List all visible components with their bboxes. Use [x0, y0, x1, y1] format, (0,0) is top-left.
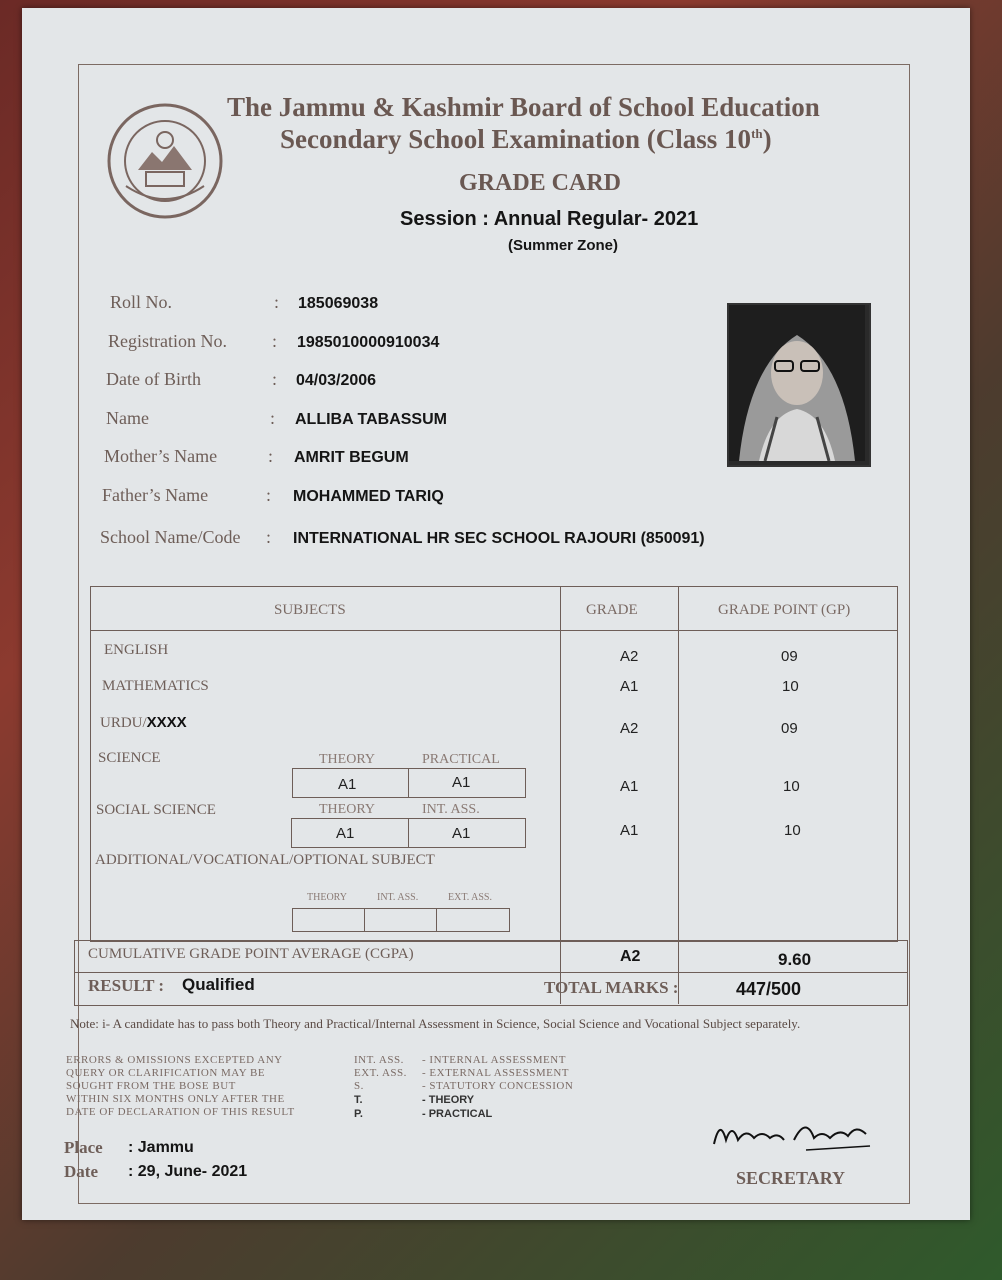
- fathers-name-colon: :: [266, 485, 272, 505]
- registration-no-colon: :: [272, 331, 278, 351]
- school-name-code-label: School Name/Code: [100, 527, 241, 547]
- secretary-signature: [710, 1110, 880, 1156]
- total-marks-value: 447/500: [736, 979, 802, 999]
- date-label: Date: [64, 1162, 98, 1181]
- fathers-name-label: Father’s Name: [102, 485, 209, 505]
- grade-social-science: A1: [620, 822, 639, 839]
- roll-no-label: Roll No.: [110, 292, 173, 312]
- subject-science: SCIENCE: [98, 750, 161, 766]
- science-theory-label: THEORY: [319, 752, 375, 767]
- registration-no-value: 1985010000910034: [297, 334, 440, 351]
- roll-no-colon: :: [274, 292, 280, 312]
- subject-english: ENGLISH: [104, 642, 169, 658]
- gp-english: 09: [781, 648, 798, 665]
- zone: (Summer Zone): [508, 237, 619, 254]
- grade-mathematics: A1: [620, 678, 639, 695]
- card-title: GRADE CARD: [459, 170, 621, 196]
- date-of-birth-value: 04/03/2006: [296, 372, 377, 389]
- cgpa-grade: A2: [620, 948, 641, 965]
- additional-ext-ass-label: EXT. ASS.: [448, 892, 492, 903]
- gp-urdu: 09: [781, 720, 798, 737]
- date-of-birth-colon: :: [272, 369, 278, 389]
- mothers-name-value: AMRIT BEGUM: [294, 449, 409, 466]
- subject-urdu: URDU/XXXX: [100, 714, 187, 731]
- gp-mathematics: 10: [782, 678, 799, 695]
- registration-no-label: Registration No.: [108, 331, 227, 351]
- result-label: RESULT :: [88, 976, 165, 995]
- additional-subject: ADDITIONAL/VOCATIONAL/OPTIONAL SUBJECT: [95, 852, 435, 868]
- subjects-header: SUBJECTS: [274, 602, 346, 618]
- roll-no-value: 185069038: [298, 295, 379, 312]
- board-name: The Jammu & Kashmir Board of School Education: [227, 92, 820, 122]
- board-seal-icon: [104, 100, 226, 222]
- errors-disclaimer: ERRORS & OMISSIONS EXCEPTED ANY QUERY OR CLARIFICATION MAY BE SOUGHT FROM THE BOSE BUT WITHIN SIX MONTHS ONLY AFTER THE DATE OF DECLARATION OF THIS RESULT: [66, 1054, 295, 1118]
- total-marks-label: TOTAL MARKS :: [544, 978, 679, 997]
- name-label: Name: [106, 408, 149, 428]
- cgpa-label: CUMULATIVE GRADE POINT AVERAGE (CGPA): [88, 946, 414, 962]
- subject-mathematics: MATHEMATICS: [102, 678, 209, 694]
- grade-point-header: GRADE POINT (GP): [718, 602, 851, 618]
- date-of-birth-label: Date of Birth: [106, 369, 201, 389]
- cgpa-value: 9.60: [778, 950, 812, 969]
- social-int-ass-grade: A1: [452, 825, 471, 842]
- subject-social-science: SOCIAL SCIENCE: [96, 802, 216, 818]
- session: Session : Annual Regular- 2021: [400, 208, 699, 230]
- social-int-ass-label: INT. ASS.: [422, 802, 480, 817]
- place-label: Place: [64, 1138, 103, 1157]
- additional-theory-label: THEORY: [307, 892, 347, 903]
- grade-science: A1: [620, 778, 639, 795]
- secretary-title: SECRETARY: [736, 1168, 846, 1188]
- exam-name: Secondary School Examination (Class 10th): [280, 124, 772, 154]
- grade-card-paper: [22, 8, 970, 1220]
- social-theory-grade: A1: [336, 825, 355, 842]
- name-value: ALLIBA TABASSUM: [295, 411, 447, 428]
- note: Note: i- A candidate has to pass both Theory and Practical/Internal Assessment in Science, Social Science and Vocational Subject separately.: [70, 1016, 801, 1031]
- additional-boxes: [292, 908, 510, 932]
- grade-urdu: A2: [620, 720, 639, 737]
- gp-social-science: 10: [784, 822, 801, 839]
- additional-int-ass-label: INT. ASS.: [377, 892, 419, 903]
- mothers-name-colon: :: [268, 446, 274, 466]
- science-theory-grade: A1: [338, 776, 357, 793]
- person-photo-icon: [729, 305, 865, 461]
- result-value: Qualified: [182, 975, 255, 994]
- grade-english: A2: [620, 648, 639, 665]
- abbreviation-legend: INT. ASS. - INTERNAL ASSESSMENT EXT. ASS. - EXTERNAL ASSESSMENT S. - STATUTORY CONCESSION T. - THEORY P. - PRACTICAL: [354, 1054, 574, 1120]
- science-practical-label: PRACTICAL: [422, 752, 500, 767]
- school-name-code-value: INTERNATIONAL HR SEC SCHOOL RAJOURI (850091): [293, 530, 705, 547]
- gp-science: 10: [783, 778, 800, 795]
- place-value: : Jammu: [128, 1139, 194, 1156]
- mothers-name-label: Mother’s Name: [104, 446, 218, 466]
- science-practical-grade: A1: [452, 774, 471, 791]
- name-colon: :: [270, 408, 276, 428]
- grade-header: GRADE: [586, 602, 638, 618]
- school-name-code-colon: :: [266, 527, 272, 547]
- fathers-name-value: MOHAMMED TARIQ: [293, 488, 444, 505]
- date-value: : 29, June- 2021: [128, 1163, 248, 1180]
- social-theory-label: THEORY: [319, 802, 375, 817]
- candidate-photo: [727, 303, 871, 467]
